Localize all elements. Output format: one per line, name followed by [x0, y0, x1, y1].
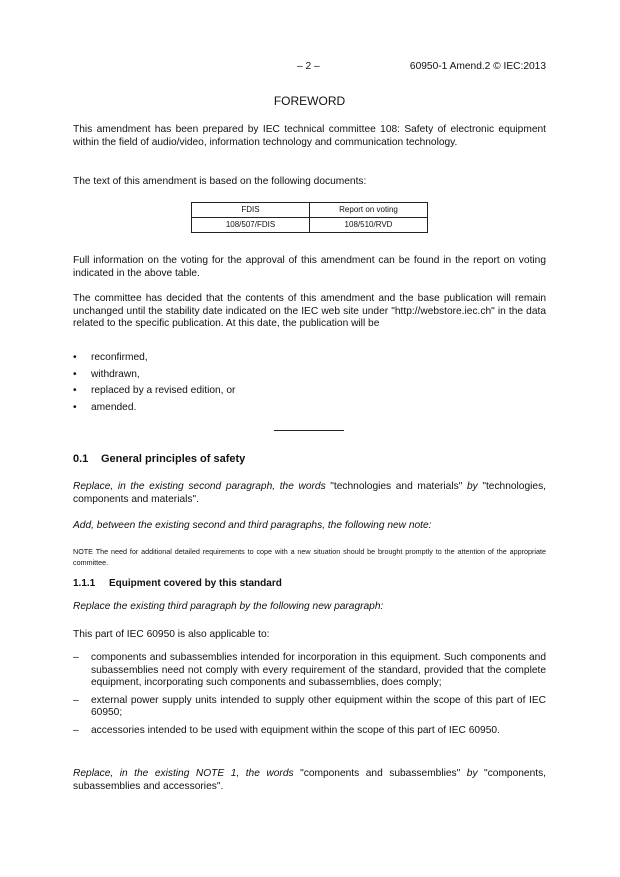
list-item: – accessories intended to be used with equipment within the scope of this part of IEC 60950. [73, 724, 500, 736]
list-item: – components and subassemblies intended for incorporation in this equipment. Such components and subassemblies need not comply with every requirement of the standard, provided that the complete equipment, incorporating such components and subassemblies, does comply; [73, 652, 546, 689]
publication-status-list [73, 352, 546, 418]
table-header-row [192, 203, 428, 218]
section-heading-0-1 [73, 453, 245, 466]
foreword-paragraph-1: This amendment has been prepared by IEC technical committee 108: Safety of electronic equipment within the field of audio/video, information technology and communication technology. [73, 124, 546, 148]
section-title: General principles of safety [101, 453, 246, 465]
section-title: Equipment covered by this standard [109, 578, 282, 589]
section-divider [274, 430, 344, 431]
list-item: • withdrawn, [73, 368, 140, 380]
foreword-paragraph-2: The text of this amendment is based on the following documents: [73, 176, 367, 187]
voting-documents-table [191, 202, 428, 233]
instruction-replace-words: Replace, in the existing second paragraph, the words "technologies and materials" by "technologies, components and materials". [73, 481, 546, 505]
dash-icon: – [73, 724, 79, 736]
table-cell: 108/507/FDIS [192, 218, 310, 233]
bullet-icon: • [73, 385, 77, 396]
page-number: – 2 – [297, 61, 320, 72]
section-number: 0.1 [73, 453, 89, 465]
dash-icon: – [73, 652, 79, 663]
instruction-replace-note: Replace, in the existing NOTE 1, the words "components and subassemblies" by "components, subassemblies and accessories". [73, 768, 547, 792]
table-row [192, 218, 428, 233]
section-number: 1.1.1 [73, 578, 96, 589]
foreword-paragraph-4: The committee has decided that the contents of this amendment and the base publication will remain unchanged until the stability date indicated on the IEC web site under "http://webstore.iec.ch" in the data related to the specific publication. At this date, the publication will be [73, 293, 546, 330]
bullet-icon: • [73, 352, 77, 363]
list-item: • amended. [73, 401, 137, 413]
table-cell: 108/510/RVD [310, 218, 428, 233]
applicability-list [73, 652, 546, 743]
bullet-icon: • [73, 401, 77, 413]
list-item: • reconfirmed, [73, 352, 148, 363]
document-reference: 60950-1 Amend.2 © IEC:2013 [409, 61, 546, 72]
applicability-intro: This part of IEC 60950 is also applicable to: [73, 629, 270, 640]
dash-icon: – [73, 694, 79, 706]
section-heading-1-1-1 [73, 578, 282, 591]
table-header-cell: Report on voting [310, 203, 428, 218]
list-item: • replaced by a revised edition, or [73, 385, 236, 396]
table-header-cell: FDIS [192, 203, 310, 218]
foreword-paragraph-3: Full information on the voting for the approval of this amendment can be found in the report on voting indicated in the above table. [73, 255, 546, 279]
page-header [73, 61, 546, 74]
bullet-icon: • [73, 368, 77, 380]
list-item: – external power supply units intended to supply other equipment within the scope of this part of IEC 60950; [73, 694, 546, 719]
note-text: NOTE The need for additional detailed requirements to cope with a new situation should be brought promptly to the attention of the appropriate committee. [73, 547, 546, 567]
instruction-replace-paragraph: Replace the existing third paragraph by the following new paragraph: [73, 601, 384, 612]
foreword-title: FOREWORD [273, 94, 346, 108]
instruction-add-note: Add, between the existing second and third paragraphs, the following new note: [73, 520, 432, 531]
